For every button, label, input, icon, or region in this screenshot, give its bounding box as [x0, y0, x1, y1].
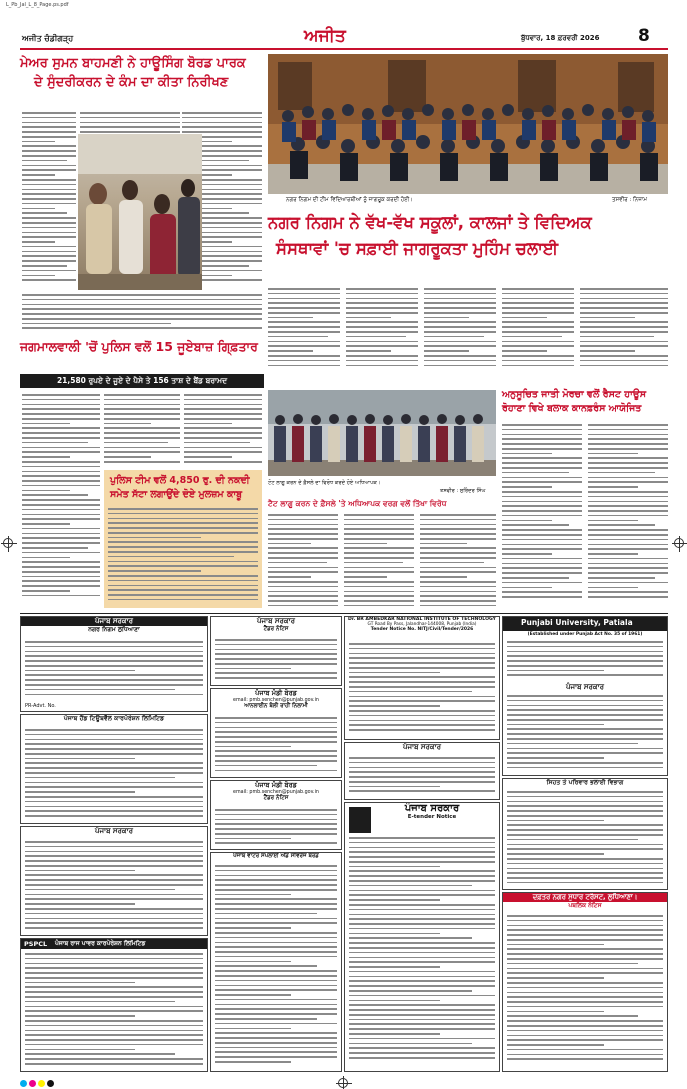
satta-headline-line1: ਪੁਲਿਸ ਟੀਮ ਵਲੋਂ 4,850 ਰੁ. ਦੀ ਨਕਦੀ [110, 475, 250, 486]
ad-nit-jalandhar [344, 616, 500, 740]
registration-mark [338, 1078, 348, 1088]
ad7-text [215, 809, 337, 847]
sc-headline [502, 388, 668, 416]
mayor-story-text [22, 112, 76, 292]
ad13-title: ਪੰਜਾਬ ਸਰਕਾਰ [565, 683, 604, 691]
cleanliness-story-text [346, 288, 418, 370]
ad4-text [25, 953, 203, 1069]
mayor-story-text [80, 112, 180, 134]
ad4-logo: PSPCL [24, 940, 48, 948]
cleanliness-headline-line2: ਸੰਸਥਾਵਾਂ 'ਚ ਸਫ਼ਾਈ ਜਾਗਰੂਕਤਾ ਮੁਹਿੰਮ ਚਲਾਈ [276, 239, 559, 258]
police-subhead: 21,580 ਰੁਪਏ ਦੇ ਜੂਏ ਦੇ ਪੈਸੇ ਤੇ 156 ਤਾਸ਼ ਦੇ ਬੈਂਡ ਬਰਾਮਦ [20, 374, 264, 388]
ad4-title: ਪੰਜਾਬ ਰਾਜ ਪਾਵਰ ਕਾਰਪੋਰੇਸ਼ਨ ਲਿਮਿਟਿਡ [55, 940, 146, 947]
police-headline: ਜਗਮਾਲਵਾਲੀ 'ਚੋਂ ਪੁਲਿਸ ਵਲੋਂ 15 ਜੂਏਬਾਜ਼ ਗਿ੍ਫ਼ਤਾਰ [20, 339, 258, 354]
ad12-subtitle: (Established under Punjab Act No. 35 of 1961) [527, 632, 643, 637]
ad10-title: ਪੰਜਾਬ ਸਰਕਾਰ [402, 743, 441, 751]
ad1-text [25, 641, 203, 697]
row-photo-credit: ਤਸਵੀਰ : ਸੁਰਿੰਦਰ ਸਿੰਘ [440, 488, 486, 494]
mayor-headline-line1: ਮੇਅਰ ਸੁਮਨ ਬਾਹਮਣੀ ਨੇ ਹਾਊਸਿੰਗ ਬੋਰਡ ਪਾਰਕ [20, 56, 246, 71]
sc-headline-line2: ਰੋਹਾਣਾ ਵਿਖੇ ਬਲਾਕ ਕਾਨਫ਼ਰੰਸ ਆਯੋਜਿਤ [502, 403, 642, 414]
ad5-title: ਪੰਜਾਬ ਸਰਕਾਰ [256, 617, 295, 625]
ad6-title: ਪੰਜਾਬ ਮੰਡੀ ਬੋਰਡ [255, 689, 297, 697]
masthead-rule [20, 48, 668, 50]
ad9-subtitle: GT Road By Pass, Jalandhar-144008, Punjab (India) [367, 622, 477, 627]
ad-municipal-corporation [20, 616, 208, 712]
ad2-title: ਪੰਜਾਬ ਹੈਂਡ ਟਿਊਬਵੈੱਲ ਕਾਰਪੋਰੇਸ਼ਨ ਲਿਮਿਟਿਡ [63, 715, 165, 722]
cleanliness-story-text [502, 288, 574, 370]
ad15-subtitle: ਪਬਲਿਕ ਨੋਟਿਸ [568, 902, 602, 909]
masthead-left: ਅਜੀਤ ਚੰਡੀਗੜ੍ਹ [22, 34, 74, 43]
satta-story-box [104, 470, 262, 608]
ad3-text [25, 841, 203, 933]
ad5-subtitle: ਟੈਂਡਰ ਨੋਟਿਸ [263, 626, 289, 632]
masthead-date: ਬੁੱਧਵਾਰ, 18 ਫ਼ਰਵਰੀ 2026 [521, 34, 600, 42]
group-photo-caption: ਨਗਰ ਨਿਗਮ ਦੀ ਟੀਮ ਵਿਦਿਆਰਥੀਆਂ ਨੂੰ ਜਾਗਰੂਕ ਕਰਦੀ ਹੋਈ। [286, 197, 413, 203]
ad8-text [215, 865, 337, 1069]
ad7-email: email: pmb.senchen@punjab.gov.in [233, 790, 319, 795]
police-story-text [184, 394, 262, 466]
ad11-title: ਪੰਜਾਬ ਸਰਕਾਰ [404, 803, 460, 814]
ad6-text [215, 717, 337, 775]
cleanliness-headline-line1: ਨਗਰ ਨਿਗਮ ਨੇ ਵੱਖ-ਵੱਖ ਸਕੂਲਾਂ, ਕਾਲਜਾਂ ਤੇ ਵਿਦਿਅਕ [268, 213, 592, 232]
ad-mandi-board-2 [210, 780, 342, 850]
teachers-story-text [268, 514, 338, 610]
ad9-text [349, 643, 495, 737]
ad1-title: ਪੰਜਾਬ ਸਰਕਾਰ [21, 617, 207, 626]
ad11-text [349, 837, 495, 1069]
satta-headline-line2: ਸਮੇਤ ਸੱਟਾ ਲਗਾਉਂਦੇ ਦੋਏ ਮੁਲਜ਼ਮ ਕਾਬੂ [110, 489, 243, 500]
ad1-subtitle: ਨਗਰ ਨਿਗਮ ਲੁਧਿਆਣਾ [88, 626, 140, 633]
registration-mark [674, 538, 684, 548]
ad14-title: ਸਿਹਤ ਤੇ ਪਰਿਵਾਰ ਭਲਾਈ ਵਿਭਾਗ [546, 779, 624, 786]
ad9-title: Dr. BR AMBEDKAR NATIONAL INSTITUTE OF TECHNOLOGY [348, 617, 496, 622]
teachers-story-text [420, 514, 496, 610]
ad-punjabi-university [502, 616, 668, 776]
ad-punjab-sarkar-3 [344, 742, 500, 800]
police-story-text [104, 394, 180, 466]
color-bar [20, 1080, 56, 1089]
teachers-headline: ਟੈਟ ਲਾਗੂ ਕਰਨ ਦੇ ਫ਼ੈਸਲੇ 'ਤੇ ਅਧਿਆਪਕ ਵਰਗ ਵਲੋਂ ਤਿੱਖਾ ਵਿਰੋਧ [268, 499, 447, 508]
print-slug: L_Pb_Jal_L_8_Page.ps.pdf [6, 2, 69, 8]
cleanliness-story-text [580, 288, 668, 370]
ad8-title: ਪੰਜਾਬ ਵਾਟਰ ਸਪਲਾਈ ਐਂਡ ਸੀਵਰੇਜ ਬੋਰਡ [233, 853, 319, 859]
ad-water-sewerage-board [210, 852, 342, 1072]
ad-health-dept [502, 778, 668, 890]
students-group-photo [268, 54, 668, 194]
ad7-title: ਪੰਜਾਬ ਮੰਡੀ ਬੋਰਡ [255, 781, 297, 789]
teachers-row-photo [268, 390, 496, 476]
ads-divider [20, 613, 668, 614]
sc-headline-line1: ਅਨੁਸੂਚਿਤ ਜਾਤੀ ਮੋਰਚਾ ਵਲੋਂ ਰੈਸਟ ਹਾਊਸ [502, 389, 647, 400]
row-photo-caption: ਟੋਟ ਲਾਗੂ ਕਰਨ ਦੇ ਫ਼ੈਸਲੇ ਦਾ ਵਿਰੋਧ ਕਰਦੇ ਹੋਏ ਅਧਿਆਪਕ। [268, 480, 381, 486]
teachers-story-text [344, 514, 414, 610]
ad3-title: ਪੰਜਾਬ ਸਰਕਾਰ [94, 827, 133, 835]
page-number: 8 [638, 26, 650, 46]
ad15-title: ਦਫ਼ਤਰ ਨਗਰ ਸੁਧਾਰ ਟਰੱਸਟ, ਲੁਧਿਆਣਾ। [503, 893, 667, 902]
satta-story-text [108, 508, 258, 604]
police-story-text [22, 394, 100, 608]
ad5-text [215, 639, 337, 683]
ad10-text [349, 757, 495, 797]
mayor-inspection-photo [78, 134, 202, 290]
masthead-logo: ਅਜੀਤ [304, 26, 346, 46]
cleanliness-story-text [268, 288, 340, 370]
ad7-subtitle: ਟੈਂਡਰ ਨੋਟਿਸ [263, 795, 289, 801]
ad9-tender: Tender Notice No. NITJ/Civil/Tender/2026 [370, 627, 474, 632]
sc-story-text [502, 424, 582, 610]
cleanliness-story-text [424, 288, 496, 370]
ad-pspcl [20, 938, 208, 1072]
ad2-text [25, 729, 203, 821]
ad-mandi-board-1 [210, 688, 342, 778]
ad15-text [507, 915, 663, 1069]
ad-punjab-sarkar-1 [20, 826, 208, 936]
ad6-subtitle: ਆਨਲਾਈਨ ਬੋਲੀ ਰਾਹੀਂ ਨਿਲਾਮੀ [244, 703, 308, 709]
group-photo-credit: ਤਸਵੀਰ : ਨਿਜ਼ਾਮ [612, 197, 648, 203]
ad-improvement-trust [502, 892, 668, 1072]
ad-hand-tubewell-corp [20, 714, 208, 824]
ad-punjab-sarkar-etender [344, 802, 500, 1072]
sc-story-text [588, 424, 668, 610]
ad13-text [507, 695, 663, 773]
cleanliness-headline [268, 210, 668, 262]
ad12-text [507, 641, 663, 681]
registration-mark [3, 538, 13, 548]
ad12-title: Punjabi University, Patiala [521, 618, 633, 627]
ad11-subtitle: E-tender Notice [407, 814, 457, 820]
mayor-story-text [22, 294, 262, 334]
ad1-footer: PR-Advt. No. [25, 703, 56, 709]
mayor-headline [20, 54, 264, 92]
emblem-icon [349, 807, 371, 833]
ad6-email: email: pmb.senchen@punjab.gov.in [233, 698, 319, 703]
ad14-text [507, 791, 663, 887]
mayor-headline-line2: ਦੇ ਸੁੰਦਰੀਕਰਨ ਦੇ ਕੰਮ ਦਾ ਕੀਤਾ ਨਿਰੀਖਣ [34, 75, 229, 90]
ad-punjab-sarkar-2 [210, 616, 342, 686]
